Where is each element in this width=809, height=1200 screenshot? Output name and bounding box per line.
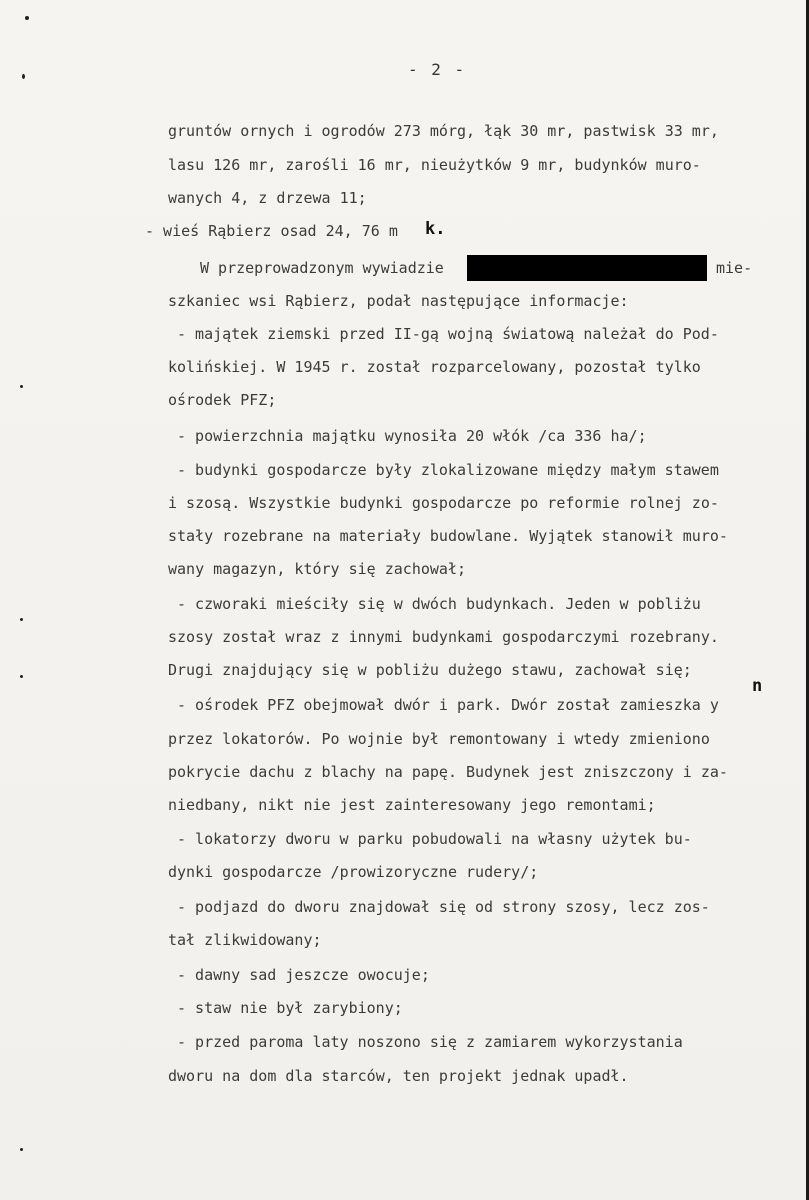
handwritten-correction-n: n — [752, 676, 763, 696]
page-number: - 2 - — [408, 60, 467, 79]
text-line: - podjazd do dworu znajdował się od strony szosy, lecz zos- — [177, 898, 710, 916]
text-line: wanych 4, z drzewa 11; — [168, 189, 367, 207]
text-line: - dawny sad jeszcze owocuje; — [177, 966, 430, 984]
text-line: - budynki gospodarcze były zlokalizowane między małym stawem — [177, 461, 719, 479]
text-line: stały rozebrane na materiały budowlane. Wyjątek stanowił muro- — [168, 527, 728, 545]
text-line: przez lokatorów. Po wojnie był remontowany i wtedy zmieniono — [168, 730, 710, 748]
scan-dot-mark — [20, 385, 23, 388]
text-line: - wieś Rąbierz osad 24, 76 m — [145, 222, 398, 240]
text-line: mie- — [716, 259, 753, 277]
scan-dot-mark — [20, 1148, 23, 1151]
scan-dot-mark — [20, 675, 23, 678]
text-line: kolińskiej. W 1945 r. został rozparcelowany, pozostał tylko — [168, 358, 701, 376]
text-line: gruntów ornych i ogrodów 273 mórg, łąk 30 mr, pastwisk 33 mr, — [168, 122, 719, 140]
text-line: - ośrodek PFZ obejmował dwór i park. Dwór został zamieszka y — [177, 696, 719, 714]
text-line: - czworaki mieściły się w dwóch budynkach. Jeden w pobliżu — [177, 595, 701, 613]
redaction-bar — [467, 255, 707, 281]
text-line: W przeprowadzonym wywiadzie — [200, 259, 444, 277]
text-line: dynki gospodarcze /prowizoryczne rudery/; — [168, 863, 539, 881]
text-line: lasu 126 mr, zarośli 16 mr, nieużytków 9 mr, budynków muro- — [168, 156, 701, 174]
text-line: - lokatorzy dworu w parku pobudowali na własny użytek bu- — [177, 830, 692, 848]
text-line: i szosą. Wszystkie budynki gospodarcze po reformie rolnej zo- — [168, 494, 719, 512]
text-line: niedbany, nikt nie jest zainteresowany jego remontami; — [168, 796, 656, 814]
text-line: pokrycie dachu z blachy na papę. Budynek jest zniszczony i za- — [168, 763, 728, 781]
text-line: - staw nie był zarybiony; — [177, 999, 403, 1017]
text-line: ośrodek PFZ; — [168, 391, 277, 409]
text-line: dworu na dom dla starców, ten projekt jednak upadł. — [168, 1067, 629, 1085]
scan-dot-mark — [22, 74, 25, 79]
text-line: szkaniec wsi Rąbierz, podał następujące informacje: — [168, 292, 629, 310]
scan-dot-mark — [20, 618, 23, 621]
text-line: szosy został wraz z innymi budynkami gospodarczymi rozebrany. — [168, 628, 719, 646]
text-line: wany magazyn, który się zachował; — [168, 560, 467, 578]
scan-dot-mark — [25, 16, 29, 20]
text-line: Drugi znajdujący się w pobliżu dużego stawu, zachował się; — [168, 661, 692, 679]
handwritten-correction-k: k. — [425, 219, 446, 239]
text-line: - przed paroma laty noszono się z zamiarem wykorzystania — [177, 1033, 683, 1051]
text-line: - powierzchnia majątku wynosiła 20 włók /ca 336 ha/; — [177, 427, 647, 445]
text-line: - majątek ziemski przed II-gą wojną światową należał do Pod- — [177, 325, 719, 343]
text-line: tał zlikwidowany; — [168, 931, 322, 949]
